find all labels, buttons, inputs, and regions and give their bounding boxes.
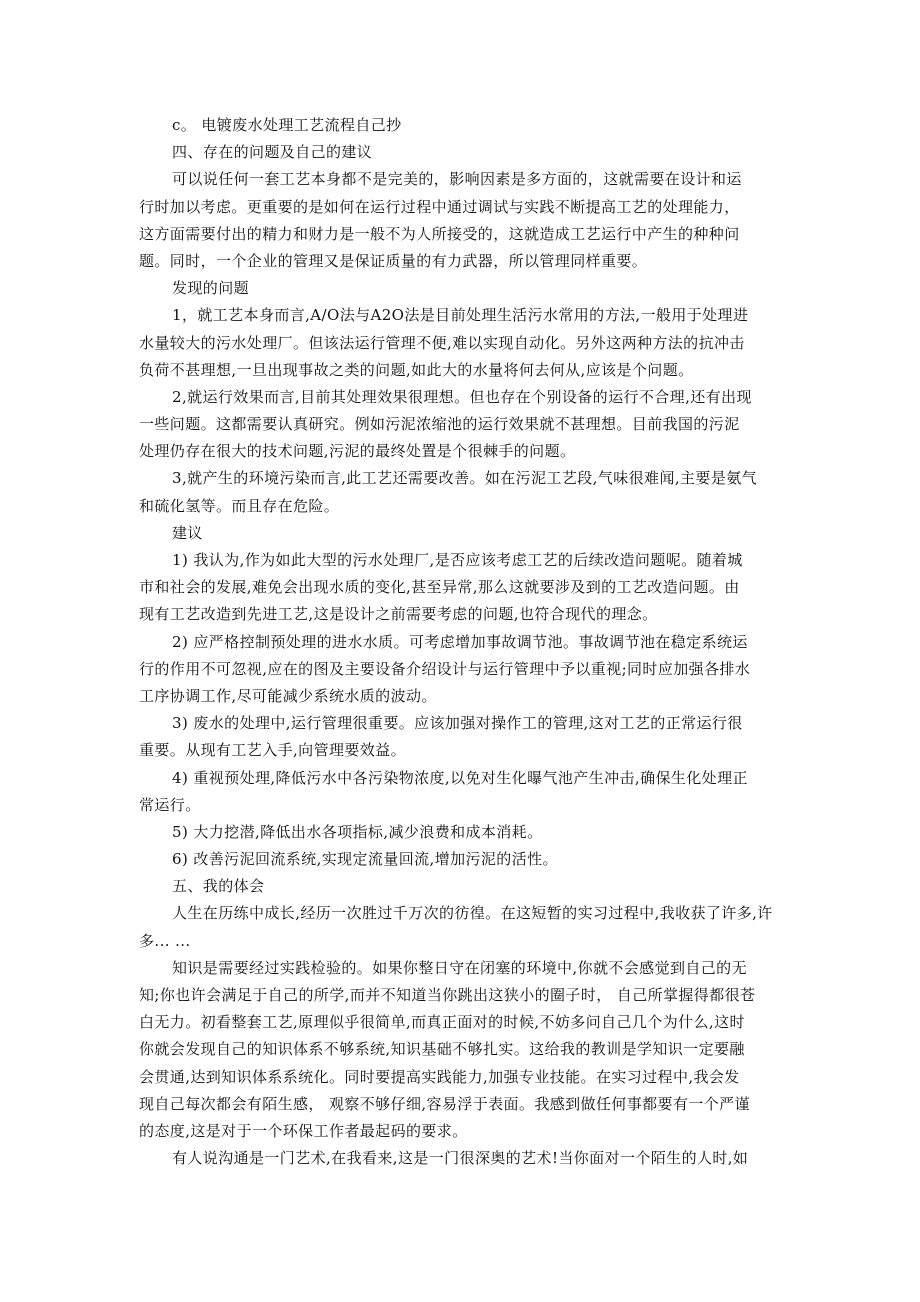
text-line: 人生在历练中成长,经历一次胜过千万次的彷徨。在这短暂的实习过程中,我收获了许多,许: [172, 904, 773, 923]
text-line: 工序协调工作,尽可能减少系统水质的波动。: [139, 686, 437, 705]
list-item: 5) 大力挖潜,降低出水各项指标,减少浪费和成本消耗。: [172, 822, 543, 841]
text-line: 处理仍存在很大的技术问题,污泥的最终处置是个很棘手的问题。: [139, 442, 576, 461]
text-line: 水量较大的污水处理厂。但该法运行管理不便,难以实现自动化。另外这两种方法的抗冲击: [139, 333, 745, 352]
text-line: 白无力。初看整套工艺,原理似乎很简单,而真正面对的时候,不妨多问自己几个为什么,这时: [139, 1013, 745, 1032]
section-heading: 四、存在的问题及自己的建议: [172, 143, 373, 162]
subsection-heading: 发现的问题: [172, 279, 250, 298]
subsection-heading: 建议: [172, 523, 203, 542]
text-line: 3,就产生的环境污染而言,此工艺还需要改善。如在污泥工艺段,气味很难闻,主要是氨气: [172, 469, 758, 488]
text-line: 负荷不甚理想,一旦出现事故之类的问题,如此大的水量将何去何从,应该是个问题。: [139, 360, 694, 379]
list-item: 6) 改善污泥回流系统,实现定流量回流,增加污泥的活性。: [172, 850, 558, 869]
text-line: 1，就工艺本身而言,A/O法与A2O法是目前处理生活污水常用的方法,一般用于处理进: [172, 306, 749, 325]
text-line: 一些问题。这都需要认真研究。例如污泥浓缩池的运行效果就不甚理想。目前我国的污泥: [139, 415, 740, 434]
text-line: 这方面需要付出的精力和财力是一般不为人所接受的，这就造成工艺运行中产生的种种问: [139, 224, 740, 243]
text-line: 的态度,这是对于一个环保工作者最起码的要求。: [139, 1121, 468, 1140]
list-item: 1) 我认为,作为如此大型的污水处理厂,是否应该考虑工艺的后续改造问题呢。随着城: [172, 551, 743, 569]
list-item: 4) 重视预处理,降低污水中各污染物浓度,以免对生化曝气池产生冲击,确保生化处理正: [172, 768, 748, 787]
text-line: 常运行。: [139, 795, 201, 814]
text-line: 现自己每次都会有陌生感， 观察不够仔细,容易浮于表面。我感到做任何事都要有一个严谨: [139, 1094, 750, 1113]
document-body: [139, 112, 777, 1172]
text-line: 行的作用不可忽视,应在的图及主要设备介绍设计与运行管理中予以重视;同时应加强各排水: [139, 659, 751, 678]
text-line: 知;你也许会满足于自己的所学,而并不知道当你跳出这狭小的圈子时， 自己所掌握得都很苍: [139, 986, 756, 1004]
text-line: 和硫化氢等。而且存在危险。: [139, 496, 340, 515]
text-line: 现有工艺改造到先进工艺,这是设计之前需要考虑的问题,也符合现代的理念。: [139, 605, 658, 624]
text-line: 题。同时，一个企业的管理又是保证质量的有力武器，所以管理同样重要。: [139, 251, 648, 270]
text-line: 你就会发现自己的知识体系不够系统,知识基础不够扎实。这给我的教训是学知识一定要融: [139, 1040, 745, 1059]
text-line: 知识是需要经过实践检验的。如果你整日守在闭塞的环境中,你就不会感觉到自己的无: [172, 958, 747, 977]
list-item: 3) 废水的处理中,运行管理很重要。应该加强对操作工的管理,这对工艺的正常运行很: [172, 714, 743, 733]
text-line: 可以说任何一套工艺本身都不是完美的，影响因素是多方面的，这就需要在设计和运: [172, 170, 742, 189]
text-line: 重要。从现有工艺入手,向管理要效益。: [139, 741, 406, 760]
text-line: 有人说沟通是一门艺术,在我看来,这是一门很深奥的艺术!当你面对一个陌生的人时,如: [172, 1149, 749, 1168]
text-line: 市和社会的发展,难免会出现水质的变化,甚至异常,那么这就要涉及到的工艺改造问题。由: [139, 578, 740, 597]
list-item: 2) 应严格控制预处理的进水水质。可考虑增加事故调节池。事故调节池在稳定系统运: [172, 632, 748, 651]
text-line: c。 电镀废水处理工艺流程自己抄: [172, 116, 402, 134]
section-heading: 五、我的体会: [172, 877, 265, 896]
text-line: 2,就运行效果而言,目前其处理效果很理想。但也存在个别设备的运行不合理,还有出现: [172, 387, 752, 406]
text-line: 行时加以考虑。更重要的是如何在运行过程中通过调试与实践不断提高工艺的处理能力，: [139, 197, 740, 216]
text-line: 多... ...: [139, 931, 191, 950]
text-line: 会贯通,达到知识体系系统化。同时要提高实践能力,加强专业技能。在实习过程中,我会发: [139, 1067, 740, 1086]
